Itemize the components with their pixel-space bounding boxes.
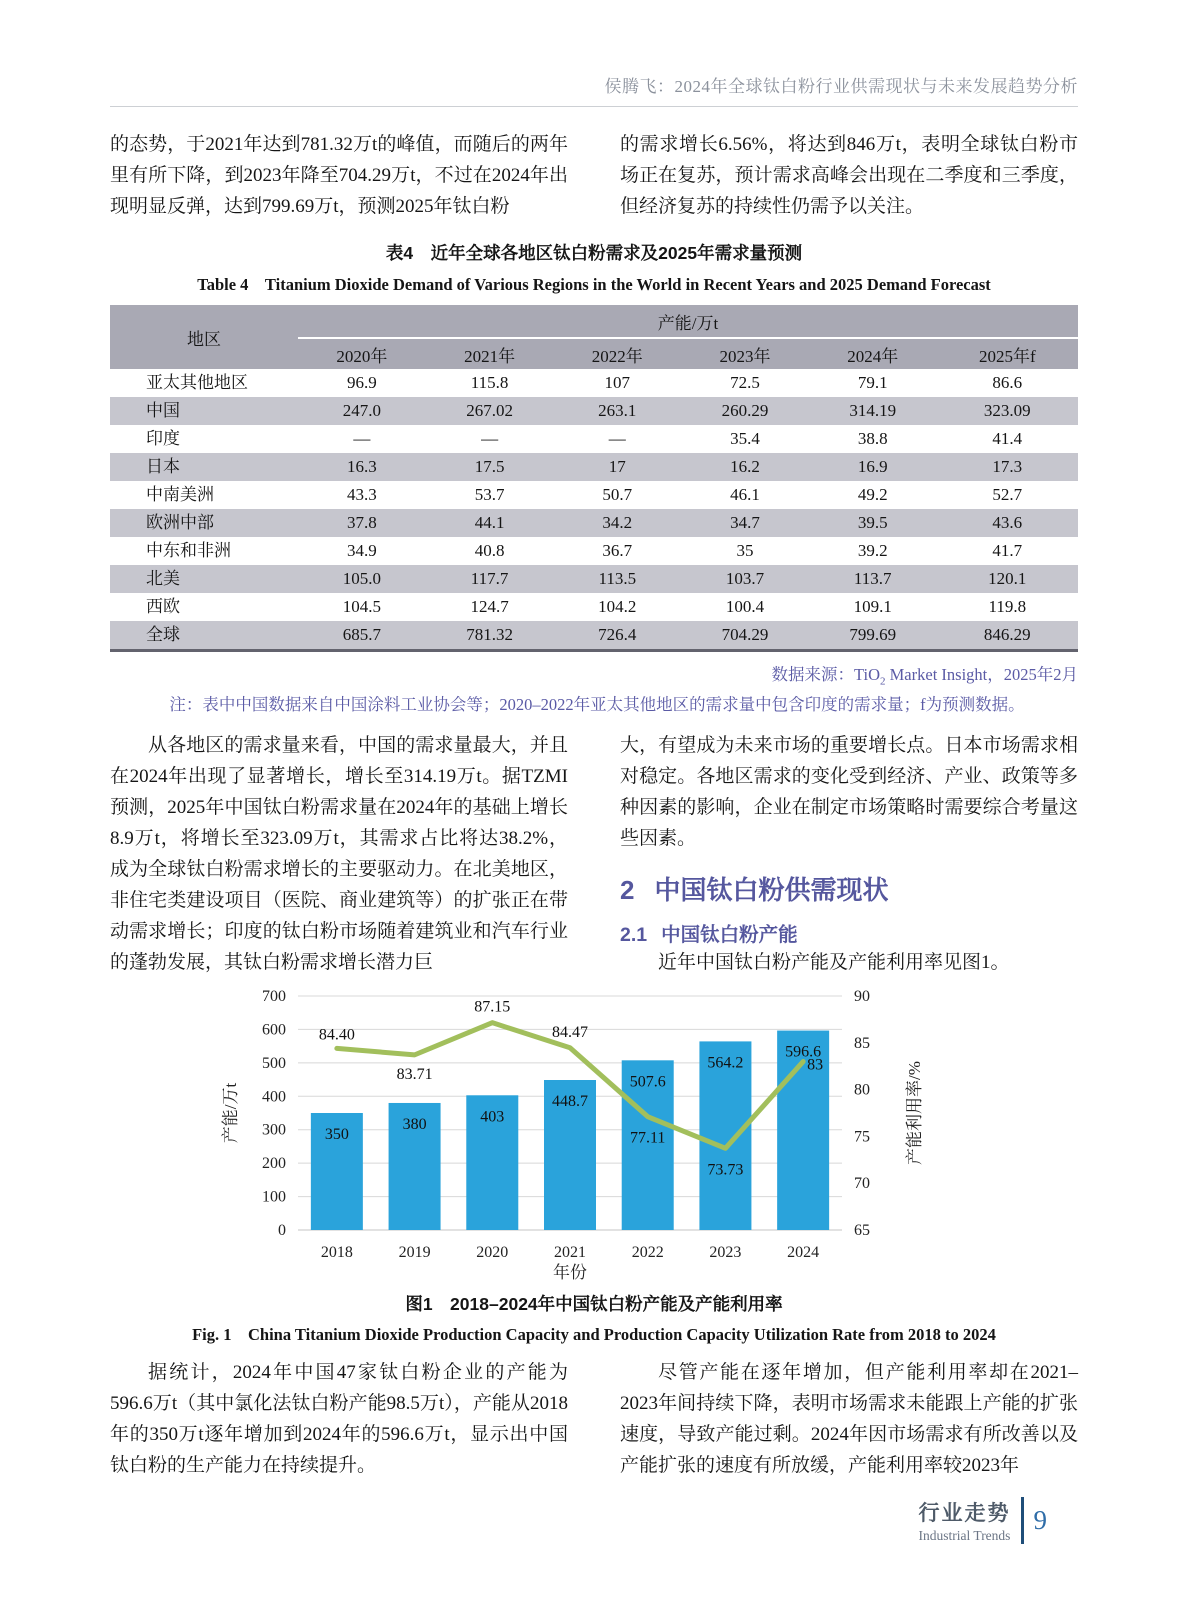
value-cell: 781.32 — [426, 621, 554, 651]
value-cell: 120.1 — [937, 565, 1078, 593]
svg-text:73.73: 73.73 — [707, 1161, 744, 1179]
value-cell: 263.1 — [553, 397, 681, 425]
data-source-line — [110, 661, 1078, 687]
value-cell: 52.7 — [992, 485, 1023, 504]
svg-text:83.71: 83.71 — [396, 1066, 433, 1084]
value-cell: 43.3 — [346, 485, 377, 504]
value-cell: — — [608, 429, 626, 448]
value-cell: 113.7 — [809, 565, 937, 593]
value-cell: 35.4 — [730, 429, 760, 448]
svg-text:380: 380 — [402, 1116, 427, 1134]
region-cell: 北美 — [110, 565, 298, 593]
section-2-title: 中国钛白粉供需现状 — [654, 875, 889, 906]
region-cell: 印度 — [146, 429, 180, 448]
figure1-chart — [214, 982, 974, 1284]
svg-text:507.6: 507.6 — [629, 1073, 666, 1091]
region-cell: 西欧 — [146, 597, 180, 616]
section-2-number: 2 — [620, 875, 635, 906]
value-cell: 17 — [553, 453, 681, 481]
value-cell: 113.5 — [553, 565, 681, 593]
svg-text:596.6: 596.6 — [785, 1043, 822, 1061]
year-header-cell: 2020年 — [298, 338, 426, 369]
right-axis-title: 产能利用率/% — [905, 1061, 924, 1166]
intro-left-paragraph: 的态势，于2021年达到781.32万t的峰值，而随后的两年里有所下降，到2023年降至704.29万t，不过在2024年出现明显反弹，达到799.69万t，预测2025年钛白粉 — [110, 134, 568, 217]
svg-text:403: 403 — [480, 1108, 505, 1126]
region-cell: 中国 — [110, 397, 298, 425]
value-cell: 104.2 — [598, 597, 637, 616]
intro-columns — [110, 129, 1078, 222]
svg-text:500: 500 — [262, 1055, 286, 1073]
footer-title-cn: 行业走势 — [918, 1502, 1011, 1525]
value-cell: 34.7 — [681, 509, 809, 537]
data-source-subscript: 2 — [880, 675, 886, 688]
value-cell: 38.8 — [857, 429, 888, 448]
body1-columns — [110, 730, 1078, 978]
year-header-cell: 2025年f — [937, 338, 1078, 369]
svg-text:83: 83 — [807, 1056, 824, 1074]
table4-caption-cn: 表4 近年全球各地区钛白粉需求及2025年需求量预测 — [385, 243, 803, 263]
year-header-cell: 2022年 — [553, 338, 681, 369]
demand-table-body — [110, 369, 1078, 651]
value-cell: 72.5 — [730, 373, 760, 392]
svg-text:0: 0 — [278, 1222, 286, 1240]
value-cell: 115.8 — [470, 373, 509, 392]
year-header-cell: 2021年 — [426, 338, 554, 369]
region-cell: 欧洲中部 — [110, 509, 298, 537]
value-cell: 37.8 — [298, 509, 426, 537]
region-column-header: 地区 — [110, 305, 298, 369]
svg-text:2020: 2020 — [476, 1244, 509, 1262]
table-row — [110, 369, 1078, 397]
svg-text:700: 700 — [262, 988, 286, 1006]
value-cell: 107 — [604, 373, 631, 392]
body1-right-paragraph: 大，有望成为未来市场的重要增长点。日本市场需求相对稳定。各地区需求的变化受到经济、产业、政策等多种因素的影响，企业在制定市场策略时需要综合考量这些因素。 — [620, 735, 1078, 850]
figure1-caption-cn: 图1 2018–2024年中国钛白粉产能及产能利用率 — [405, 1294, 783, 1315]
body2-right-paragraph: 尽管产能在逐年增加，但产能利用率却在2021–2023年间持续下降，表明市场需求未能跟上产能的扩张速度，导致产能过剩。2024年因市场需求有所改善以及产能扩张的速度有所放缓，产能利用率较2023年 — [620, 1362, 1078, 1477]
region-cell: 中东和非洲 — [146, 541, 231, 560]
value-cell: 43.6 — [937, 509, 1078, 537]
svg-text:448.7: 448.7 — [552, 1093, 588, 1111]
body1-left-paragraph: 从各地区的需求量来看，中国的需求量最大，并且在2024年出现了显著增长，增长至314.19万t。据TZMI预测，2025年中国钛白粉需求量在2024年的基础上增长8.9万t，将增长至323.09万t，其需求占比将达38.2%，成为全球钛白粉需求增长的主要驱动力。在北美地区，非住宅类建设项目（医院、商业建筑等）的扩张正在带动需求增长；印度的钛白粉市场随着建筑业和汽车行业的蓬勃发展，其钛白粉需求增长潜力巨 — [110, 735, 568, 974]
value-cell: 36.7 — [602, 541, 633, 560]
footer-title-en: Industrial Trends — [918, 1528, 1011, 1543]
value-cell: 103.7 — [681, 565, 809, 593]
value-cell: 16.9 — [809, 453, 937, 481]
value-cell: — — [353, 429, 371, 448]
value-cell: 16.2 — [681, 453, 809, 481]
region-cell: 中南美洲 — [146, 485, 214, 504]
data-source-prefix: 数据来源：TiO — [771, 665, 881, 684]
value-cell: 685.7 — [298, 621, 426, 651]
value-cell: 799.69 — [809, 621, 937, 651]
value-cell: 846.29 — [937, 621, 1078, 651]
section-2-1-heading — [620, 919, 1078, 947]
svg-text:200: 200 — [262, 1155, 286, 1173]
table-row — [110, 425, 1078, 453]
value-cell: 704.29 — [681, 621, 809, 651]
data-source-suffix: Market Insight，2025年2月 — [885, 665, 1078, 684]
svg-text:400: 400 — [262, 1088, 286, 1106]
body2-columns — [110, 1357, 1078, 1481]
value-cell: 49.2 — [857, 485, 888, 504]
value-cell: 53.7 — [474, 485, 505, 504]
svg-text:2021: 2021 — [554, 1244, 586, 1262]
running-header: 侯腾飞：2024年全球钛白粉行业供需现状与未来发展趋势分析 — [604, 77, 1078, 96]
x-axis-labels — [321, 1244, 819, 1261]
table-row — [110, 397, 1078, 425]
value-cell: 96.9 — [346, 373, 377, 392]
value-cell: 35 — [736, 541, 754, 560]
svg-text:84.47: 84.47 — [552, 1024, 588, 1042]
svg-text:2022: 2022 — [631, 1244, 664, 1262]
value-cell: 44.1 — [426, 509, 554, 537]
value-cell: 17.5 — [426, 453, 554, 481]
capacity-bars — [311, 1031, 829, 1230]
value-cell: 41.7 — [992, 541, 1023, 560]
value-cell: 50.7 — [602, 485, 633, 504]
section-2-1-title: 中国钛白粉产能 — [661, 924, 798, 947]
svg-text:350: 350 — [324, 1126, 349, 1144]
value-cell: 726.4 — [553, 621, 681, 651]
svg-text:2024: 2024 — [787, 1244, 820, 1262]
svg-text:87.15: 87.15 — [474, 998, 511, 1016]
table-row — [110, 509, 1078, 537]
value-cell: 46.1 — [730, 485, 760, 504]
svg-text:2019: 2019 — [398, 1244, 431, 1262]
svg-text:70: 70 — [854, 1175, 870, 1193]
table-row — [110, 565, 1078, 593]
table-note: 注：表中中国数据来自中国涂料工业协会等；2020–2022年亚太其他地区的需求量中包含印度的需求量；f为预测数据。 — [169, 695, 1025, 715]
header-divider — [110, 106, 1078, 107]
value-cell: 39.5 — [809, 509, 937, 537]
value-cell: 314.19 — [809, 397, 937, 425]
svg-text:600: 600 — [262, 1021, 286, 1039]
svg-text:80: 80 — [854, 1081, 870, 1099]
figure1-chart-area — [110, 982, 1078, 1289]
value-cell: 117.7 — [426, 565, 554, 593]
table-row — [110, 593, 1078, 621]
value-cell: 40.8 — [474, 541, 505, 560]
body2-left-paragraph: 据统计，2024年中国47家钛白粉企业的产能为596.6万t（其中氯化法钛白粉产能98.5万t），产能从2018年的350万t逐年增加到2024年的596.6万t，显示出中国钛白粉的生产能力在持续提升。 — [110, 1362, 568, 1477]
value-cell: 105.0 — [298, 565, 426, 593]
value-cell: 124.7 — [470, 597, 509, 616]
svg-text:77.11: 77.11 — [630, 1129, 666, 1147]
table4-caption-en: Table 4 Titanium Dioxide Demand of Various Regions in the World in Recent Years and 2025 Demand Forecast — [197, 275, 991, 294]
value-cell: 247.0 — [298, 397, 426, 425]
value-cell: 17.3 — [937, 453, 1078, 481]
section-2-heading — [620, 870, 1078, 907]
svg-text:100: 100 — [262, 1188, 286, 1206]
value-cell: 34.9 — [346, 541, 377, 560]
intro-right-paragraph: 的需求增长6.56%，将达到846万t，表明全球钛白粉市场正在复苏，预计需求高峰会出现在二季度和三季度，但经济复苏的持续性仍需予以关注。 — [620, 134, 1078, 217]
demand-table — [110, 305, 1078, 652]
svg-text:90: 90 — [854, 988, 870, 1006]
table-row — [110, 453, 1078, 481]
svg-text:85: 85 — [854, 1035, 870, 1053]
year-header-cell: 2023年 — [681, 338, 809, 369]
svg-text:65: 65 — [854, 1222, 870, 1240]
page-number: 9 — [1033, 1505, 1047, 1535]
value-cell: 260.29 — [681, 397, 809, 425]
value-cell: 267.02 — [426, 397, 554, 425]
demand-table-head — [110, 305, 1078, 369]
value-cell: 109.1 — [853, 597, 892, 616]
value-cell: 104.5 — [342, 597, 381, 616]
svg-text:84.40: 84.40 — [318, 1026, 355, 1044]
value-cell: 34.2 — [553, 509, 681, 537]
table-row — [110, 621, 1078, 651]
region-cell: 日本 — [110, 453, 298, 481]
region-cell: 亚太其他地区 — [146, 373, 248, 392]
section-2-1-number: 2.1 — [620, 924, 648, 947]
value-cell: 79.1 — [857, 373, 888, 392]
svg-text:75: 75 — [854, 1128, 870, 1146]
value-cell: 16.3 — [298, 453, 426, 481]
figure1-caption-en: Fig. 1 China Titanium Dioxide Production Capacity and Production Capacity Utilization Rate from 2018 to 2024 — [192, 1325, 996, 1345]
year-header-cell: 2024年 — [809, 338, 937, 369]
region-cell: 全球 — [110, 621, 298, 651]
x-axis-title: 年份 — [553, 1263, 587, 1283]
value-cell: — — [481, 429, 499, 448]
value-cell: 323.09 — [937, 397, 1078, 425]
svg-text:2023: 2023 — [709, 1244, 742, 1262]
page-footer — [919, 1497, 1048, 1544]
svg-text:564.2: 564.2 — [707, 1054, 744, 1072]
value-cell: 100.4 — [725, 597, 765, 616]
table-row — [110, 537, 1078, 565]
value-cell: 119.8 — [988, 597, 1027, 616]
value-cell: 41.4 — [992, 429, 1023, 448]
value-cell: 86.6 — [992, 373, 1023, 392]
value-cell: 39.2 — [857, 541, 888, 560]
section-2-1-lead: 近年中国钛白粉产能及产能利用率见图1。 — [658, 952, 1010, 974]
left-axis-title: 产能/万t — [221, 1083, 240, 1144]
footer-divider — [1021, 1497, 1024, 1544]
capacity-group-header: 产能/万t — [298, 305, 1078, 338]
svg-text:2018: 2018 — [320, 1244, 353, 1262]
table-row — [110, 481, 1078, 509]
svg-text:300: 300 — [262, 1122, 286, 1140]
